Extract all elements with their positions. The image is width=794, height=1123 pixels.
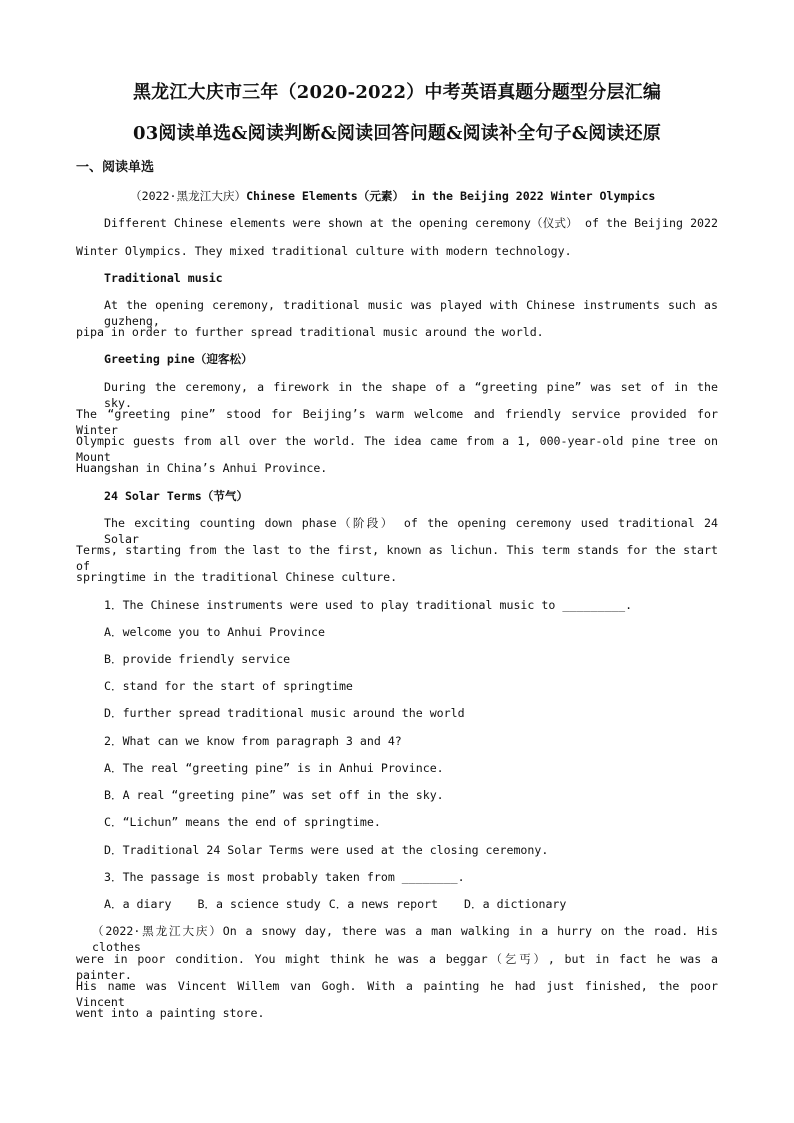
question-stem: 2．What can we know from paragraph 3 and 4?	[104, 734, 402, 748]
subheading-pine: Greeting pine（迎客松）	[104, 352, 253, 366]
paragraph-line: springtime in the traditional Chinese culture.	[76, 570, 398, 584]
paragraph-line: At the opening ceremony, traditional music was played with Chinese instruments such as guzheng,	[104, 298, 718, 328]
question-option: A．welcome you to Anhui Province	[104, 625, 325, 639]
section-heading: 一、阅读单选	[76, 160, 155, 175]
question-option: A．The real “greeting pine” is in Anhui Province.	[104, 761, 444, 775]
paragraph-line: His name was Vincent Willem van Gogh. With a painting he had just finished, the poor Vincent	[76, 979, 718, 1009]
document-subtitle: 03阅读单选&阅读判断&阅读回答问题&阅读补全句子&阅读还原	[132, 123, 662, 144]
question-option: C．“Lichun” means the end of springtime.	[104, 815, 381, 829]
paragraph-line: pipa in order to further spread traditional music around the world.	[76, 325, 544, 339]
question-option: C．stand for the start of springtime	[104, 679, 353, 693]
question-stem: 3．The passage is most probably taken from ________.	[104, 870, 465, 884]
paragraph-line: were in poor condition. You might think he was a beggar（乞丐）, but in fact he was a painter.	[76, 952, 718, 982]
paragraph-line: Winter Olympics. They mixed traditional culture with modern technology.	[76, 244, 572, 258]
question-option: D．Traditional 24 Solar Terms were used at the closing ceremony.	[104, 843, 549, 857]
paragraph-line: Different Chinese elements were shown at the opening ceremony（仪式） of the Beijing 2022	[104, 216, 718, 230]
paragraph-line: Olympic guests from all over the world. The idea came from a 1, 000-year-old pine tree on Mount	[76, 434, 718, 464]
paragraph-line: Terms, starting from the last to the first, known as lichun. This term stands for the start of	[76, 543, 718, 573]
question-option: D．a dictionary	[464, 897, 567, 911]
paragraph-line: went into a painting store.	[76, 1006, 265, 1020]
paragraph-line: During the ceremony, a firework in the shape of a “greeting pine” was set of in the sky.	[104, 380, 718, 410]
question-option: A．a diary	[104, 897, 172, 911]
question-option: C．a news report	[328, 897, 439, 911]
document-title: 黑龙江大庆市三年（2020-2022）中考英语真题分题型分层汇编	[132, 82, 662, 103]
paragraph-line: Huangshan in China’s Anhui Province.	[76, 461, 328, 475]
subheading-music: Traditional music	[104, 271, 223, 285]
question-option: B．A real “greeting pine” was set off in the sky.	[104, 788, 444, 802]
paragraph-line: The exciting counting down phase（阶段） of the opening ceremony used traditional 24 Solar	[104, 516, 718, 546]
passage-title: Chinese Elements（元素） in the Beijing 2022 Winter Olympics	[246, 189, 656, 203]
paragraph-line: （2022·黑龙江大庆）On a snowy day, there was a man walking in a hurry on the road. His clothes	[92, 924, 718, 954]
question-stem: 1．The Chinese instruments were used to play traditional music to _________.	[104, 598, 633, 612]
question-option: D．further spread traditional music around the world	[104, 706, 465, 720]
question-option: B．a science study	[197, 897, 321, 911]
passage-header	[130, 188, 772, 204]
passage-source: （2022·黑龙江大庆）	[130, 189, 247, 203]
question-option: B．provide friendly service	[104, 652, 291, 666]
question-options-row	[104, 896, 746, 912]
paragraph-line: The “greeting pine” stood for Beijing’s warm welcome and friendly service provided for Winter	[76, 407, 718, 437]
subheading-terms: 24 Solar Terms（节气）	[104, 489, 249, 503]
